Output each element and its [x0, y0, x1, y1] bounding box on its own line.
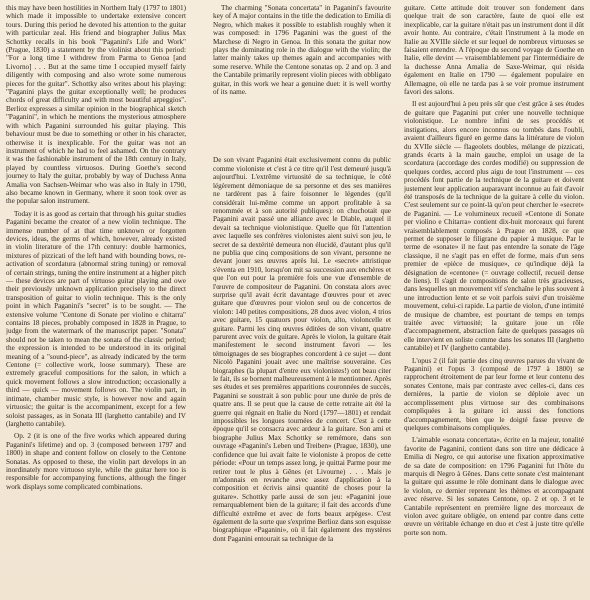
column-french	[404, 4, 584, 596]
paragraph: Il est aujourd'hui à peu près sûr que c'est grâce à ses études de guitare que Paganini put créer une nouvelle technique violonistique. Le nombre infini de ses procédés et instigations, alors encore inconnus ou tombés dans l'oubli, avaient d'ailleurs figuré en germe dans la littérature de violon du XVIIe siècle — flageolets doubles, mélange de pizzicati, grands écarts à la main gauche, emploi un usage de la scordatura (accordage des cordes modifié) ou suppression de quelques cordes, accord plus aigu de tout l'instrument — ces procédés font partie de la technique de la guitare et doivent justement leur application auparavant inconnue au fait d'avoir été transposés de la technique de la guitare à celle du violon. C'est seulement sur ce point-là qu'on peut chercher le «secret» de Paganini. — Le volumineux recueil «Centone di Sonate per violino e Chitarra» contient dix-huit morceaux qui furent vraisemblablement composés à Prague en 1828, ce que permet de supposer le filigrane du papier à musique. Par le terme de «sonate» il ne faut pas entendre la sonate de l'âge classique, il ne s'agit pas en effet de forme, mais d'un sens premier de «pièce de musique», ce qu'indique déjà la désignation de «centone» (= ouvrage collectif, recueil dense de liens). Il s'agit de compositions de salon très gracieuses, dans lesquelles un mouvement vif s'enchaîne le plus souvent à une introduction lente et se voit parfois suivi d'un troisième mouvement, celui-ci rapide. La partie de violon, d'une intimité de musique de chambre, est pourtant de temps en temps traitée avec virtuosité; la guitare joue un rôle d'accompagnement, abstraction faite de quelques passages où elle intervient en soliste comme dans les sonates III (larghetto cantabile) et IV (larghetto cantabile).	[404, 100, 584, 353]
column-english-1	[6, 4, 186, 596]
paragraph: L'aimable «sonata concertata», écrite en la majeur, tonalité favorite de Paganini, contient dans son titre une dédicace à Emilia di Negro, ce qui autorise une fixation approximative de sa date de composition: en 1796 Paganini fut l'hôte du marquis di Negro à Gênes. Dans cette sonate c'est maintenant la guitare qui assume le rôle dominant dans le dialogue avec le violon, ce dernier reprenant les thèmes et accompagnant avec réserve. Si les sonates Centone, op. 2 et op. 3 et le Cantabile représentent en première ligne des morceaux de violon avec guitare obligée, on entend par contre dans cette œuvre un véritable échange en duo et c'est à juste titre qu'elle porte son nom.	[404, 436, 584, 537]
paragraph-french-opening: De son vivant Paganini était exclusivement connu du public comme violoniste et c'est à ce titre qu'il l'est demeuré jusqu'à aujourd'hui. L'extrême virtuosité de sa technique, le côté légèrement démoniaque de sa personne et des ses manières ne tardèrent pas à faire foisonner le légendes (qu'il considérait lui-même comme un apport profitable à sa renommée et à son autorité publiques): on chuchotait que Paganini avait passé une alliance avec le Diable, auquel il devait sa technique violonistique. Quelle que fût l'attention avec laquelle ses confrères violonistes aient suivi son jeu, le secret de sa dextérité demeura non élucidé, d'autant plus qu'il ne publia que cinq compositions de son vivant, personne ne devant jouer ses œuvres après lui. Le «secret» attristique s'éventa en 1910, lorsqu'on mit sa succession aux enchères et que l'on eut pour la première fois une vue d'ensemble de l'œuvre de compositeur de Paganini. On constata alors avec surprise qu'il avait écrit davantage d'œuvres pour et avec guitare que d'œuvres pour violon seul ou de concertos de violon: 140 petites compositions, 28 duos avec violon, 4 trios avec guitare, 15 quatuors pour violon, alto, violoncelle et guitare. Parmi les cinq œuvres éditées de son vivant, quatre parurent avec voix de guitare. Après le violon, la guitare était manifestement le second instrument favori — les témoignages de ses biographes concordent à ce sujet — dont Nicolò Paganini jouait avec une maîtrise souveraine. Ces biographes (la plupart d'entre eux violonistes!) ont beau citer le fait, ils se bornent malheureusement à le mentionner. Après ses études et ses premières apparitions couronnées de succès, Paganini se soustrait à son public pour une durée de près de quatre ans. Il se peut que la cause de cette retraite ait été la guerre qui régnait en Italie du Nord (1797—1801) et rendait impossibles les longues tournées de concert. C'est à cette époque qu'il se consacra avec ardeur à la guitare. Son ami et biographe Julius Max Schottky se remémore, dans son ouvrage «Paganini's Leben und Treiben» (Prague, 1830), une confidence que lui avait faite le violoniste à propos de cette période: «Pour un temps assez long, je quittai Parme pour me retirer tout le plus à Gênes (et Livourne) . . . Mais je m'adonnais en revanche avec assez d'application à la composition et écrivis ainsi quantité de choses pour la guitare». Schottky parle aussi de son jeu: «Paganini joue remarquablement bien de la guitare; il fait des accords d'une difficulté extrême et avec de forts beaux arpèges». C'est également de la sorte que s'exprime Berlioz dans son esquisse biographique «Paganini», où il fait également des mystères dont Paganini entourait sa technique de la	[213, 156, 391, 543]
paragraph: L'opus 2 (il fait partie des cinq œuvres parues du vivant de Paganini) et l'opus 3 (composé de 1797 à 1800) se rapprochent étroitement de par leur forme et leur contenu des sonates Centone, mais par contraste avec celles-ci, dans ces dernières, la partie de violon se déploie avec un accomplissement plus virtuose sur des combinaisons compliquées à la guitare ici aussi des fonctions d'accompagnement, bien que le doigté fasse preuve de quelques combinaisons compliquées.	[404, 356, 584, 432]
column-english-french	[213, 4, 391, 596]
paragraph: Op. 2 (it is one of the five works which appeared during Paganini's lifetime) and op. 3 (composed between 1797 and 1800) in shape and content follow on closely to the Centone Sonatas. As opposed to these, the violin part develops in an inordinately more virtuoso style, while the guitar here too is responsible for accompanying functions, although the finger work displays some complicated combinations.	[6, 432, 186, 491]
paragraph: this may have been hostilities in Northern Italy (1797 to 1801) which made it impossible to undertake extensive concert tours. During this period he devoted his attention to the guitar with particular zeal. His friend and biographer Julius Max Schottky recalls in his book "Paganini's Life and Work" (Prague, 1830) a statement by the violinist about this period: "For a long time I withdrew from Parma to Genoa [and Livorno] . . . But at the same time I occupied myself fairly diligently with composing and also wrote some numerous pieces for the guitar". Schottky also writes about his playing: "Paganini plays the guitar exceptionally well; he produces chords of great difficulty and with most beautiful arpeggios". Berlioz expresses a similar opinion in the biographical sketch "Paganini", in which he mentions the mysterious atmosphere with which Paganini surrounded his guitar playing. This behaviour must be due to something or other in his character, otherwise it is inexplicable. For the guitar was not an instrument of which he had to feel ashamed. On the contrary it was the fashionable instrument of the 18th century in Italy, played by countless virtuosos. During Goethe's second journey to Italy the guitar, probably by way of Duchess Anna Amalia von Sachsen-Weimar who was also in Italy in 1790, also became known in Germany, where it soon took over as the popular salon instrument.	[6, 4, 186, 206]
column-gap	[213, 100, 391, 156]
paragraph: The charming "Sonata concertata" in Paganini's favourite key of A major contains in the title the dedication to Emilia di Negro, which makes it possible to establish roughly when it was composed: in 1796 Paganini was the guest of the Marchese di Negro in Genoa. In this sonata the guitar now plays the dominating role in the dialogue with the violin; the latter mainly takes up themes again and accompanies with some reserve. While the Centone sonatas op. 2 and op. 3 and the Cantabile primarily represent violin pieces with obbligato guitar, in this work we hear a genuine duet: it is well worthy of its name.	[213, 4, 391, 97]
paragraph: guitare. Cette attitude doit trouver son fondement dans quelque trait de son caractère, faute de quoi elle est inexplicable, car la guitare n'était pas un instrument dont il dût avoir honte. Au contraire, c'était l'instrument à la mode en Italie au XVIIIe siècle et sur lequel de nombreux virtuoses se faisaient entendre. A l'époque du second voyage de Goethe en Italie, elle devint — vraisemblablement par l'intermédiaire de la duchesse Anna Amalia de Saxe-Weimar, qui résida également en Italie en 1790 — également populaire en Allemagne, où elle ne tarda pas à se voir promue instrument favori des salons.	[404, 4, 584, 97]
paragraph: Today it is as good as certain that through his guitar studies Paganini became the creator of a new violin technique. The immense number of at that time unknown or forgotten devices, ideas, the germs of which, however, already existed in violin literature of the 17th century: double harmonics, mixtures of pizzicati of the left hand with bounding bows, re-activation of scordatura (abnormal string tuning) or removal of certain strings, tuning the entire instrument at a higher pitch — these devices are part of virtuoso guitar playing and owe their previously unknown application precisely to the direct transposition of guitar to violin technique. This is the only point in which Paganini's "secret" is to be sought. — The extensive volume "Centone di Sonate per violino e chitarra" contains 18 pieces, probably composed in 1828 in Prague, to judge from the watermark of the manuscript paper. "Sonata" should not be taken to mean the sonata of the classic period; the expression is intended to be understood in its original meaning of a "sound-piece", as already indicated by the term Centone (= collective work, loose summary). These are extremely graceful compositions for the salon, in which a quick movement follows a slow introduction; occasionally a third — quick — movement follows on. The violin part, in intimate, chamber music style, is however now and again virtuosic; the guitar is the accompaniment, except for a few soloist passages, as in Sonata III (larghetto cantabile) and IV (larghetto cantabile).	[6, 209, 186, 428]
